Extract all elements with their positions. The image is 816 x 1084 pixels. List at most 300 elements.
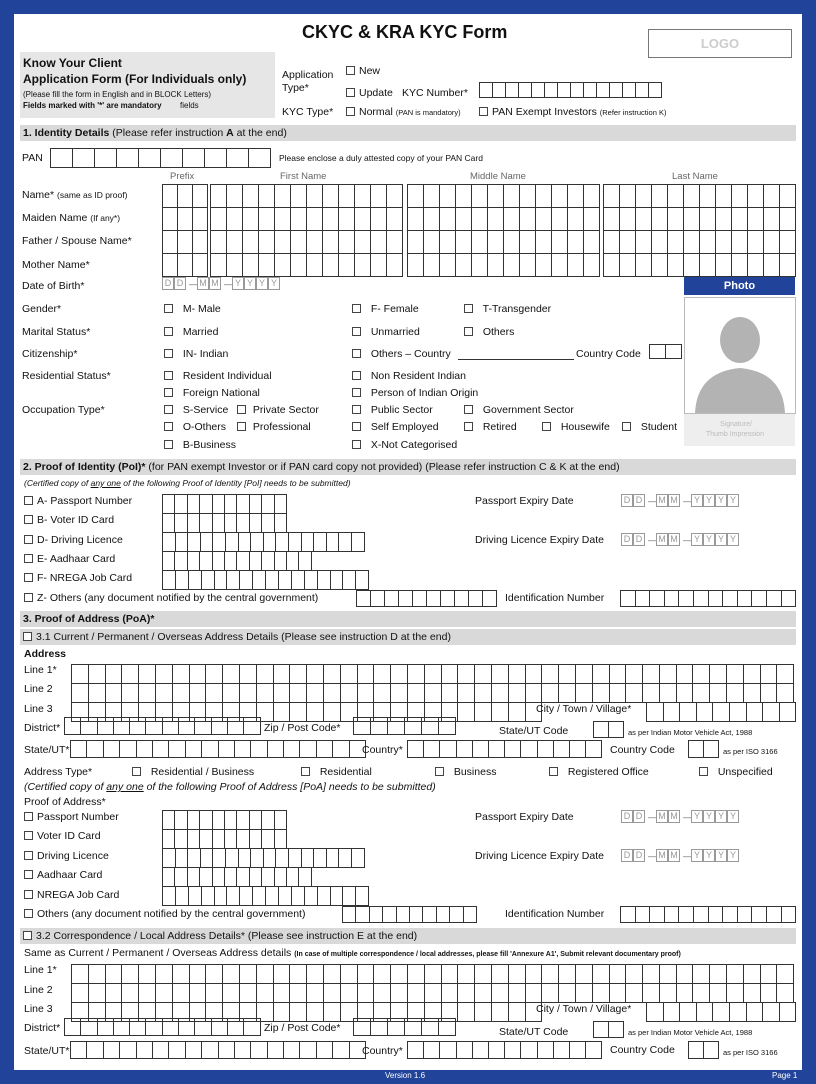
yy2[interactable]: Y (703, 849, 715, 862)
char-box[interactable] (244, 717, 260, 735)
char-box[interactable] (211, 184, 227, 208)
corr-line1-boxes[interactable] (71, 964, 794, 984)
char-box[interactable] (782, 590, 797, 607)
char-box[interactable] (520, 253, 536, 277)
dob-m1[interactable]: M (197, 277, 209, 290)
char-box[interactable] (291, 230, 307, 254)
char-box[interactable] (458, 1002, 475, 1022)
char-box[interactable] (275, 184, 291, 208)
addr-city-boxes[interactable] (646, 702, 796, 722)
poi-others[interactable] (24, 592, 318, 604)
char-box[interactable] (323, 253, 339, 277)
char-box[interactable] (307, 664, 324, 684)
char-box[interactable] (440, 253, 456, 277)
char-box[interactable] (250, 867, 262, 887)
char-box[interactable] (458, 983, 475, 1003)
char-box[interactable] (371, 253, 387, 277)
char-box[interactable] (225, 494, 237, 514)
first-name-row-4[interactable] (210, 253, 403, 277)
char-box[interactable] (89, 683, 106, 703)
char-box[interactable] (250, 551, 262, 571)
char-box[interactable] (509, 1002, 526, 1022)
char-box[interactable] (279, 886, 292, 906)
char-box[interactable] (621, 906, 636, 923)
char-box[interactable] (163, 494, 175, 514)
corr-state-boxes[interactable] (70, 1041, 366, 1059)
char-box[interactable] (668, 184, 684, 208)
char-box[interactable] (610, 664, 627, 684)
char-box[interactable] (237, 829, 249, 849)
char-box[interactable] (163, 1018, 179, 1036)
poa-id-number-boxes[interactable] (620, 906, 796, 923)
char-box[interactable] (89, 664, 106, 684)
dd1[interactable]: D (621, 849, 633, 862)
char-box[interactable] (542, 983, 559, 1003)
char-box[interactable] (287, 867, 299, 887)
char-box[interactable] (480, 82, 493, 98)
char-box[interactable] (693, 983, 710, 1003)
poa-nrega-boxes[interactable] (162, 886, 369, 906)
char-box[interactable] (594, 721, 609, 738)
char-box[interactable] (240, 886, 253, 906)
char-box[interactable] (504, 253, 520, 277)
char-box[interactable] (274, 983, 291, 1003)
char-box[interactable] (700, 230, 716, 254)
first-name-row-2[interactable] (210, 207, 403, 231)
char-box[interactable] (137, 1041, 153, 1059)
char-box[interactable] (570, 1041, 586, 1059)
char-box[interactable] (213, 551, 225, 571)
char-box[interactable] (424, 184, 440, 208)
char-box[interactable] (275, 230, 291, 254)
checkbox[interactable] (352, 327, 361, 336)
checkbox[interactable] (164, 422, 173, 431)
char-box[interactable] (738, 590, 753, 607)
char-box[interactable] (176, 886, 189, 906)
char-box[interactable] (458, 683, 475, 703)
char-box[interactable] (475, 983, 492, 1003)
char-box[interactable] (472, 207, 488, 231)
char-box[interactable] (275, 829, 287, 849)
char-box[interactable] (262, 829, 274, 849)
char-box[interactable] (748, 184, 764, 208)
char-box[interactable] (424, 1041, 440, 1059)
char-box[interactable] (190, 964, 207, 984)
char-box[interactable] (251, 1041, 267, 1059)
char-box[interactable] (732, 184, 748, 208)
corr-country-boxes[interactable] (407, 1041, 602, 1059)
char-box[interactable] (225, 513, 237, 533)
char-box[interactable] (239, 532, 252, 552)
char-box[interactable] (324, 964, 341, 984)
char-box[interactable] (594, 1021, 609, 1038)
char-box[interactable] (748, 230, 764, 254)
char-box[interactable] (504, 207, 520, 231)
char-box[interactable] (104, 740, 120, 758)
char-box[interactable] (250, 494, 262, 514)
signature-box[interactable] (684, 414, 795, 446)
char-box[interactable] (764, 207, 780, 231)
char-box[interactable] (520, 184, 536, 208)
char-box[interactable] (713, 702, 730, 722)
char-box[interactable] (636, 253, 652, 277)
yy1[interactable]: Y (691, 494, 703, 507)
checkbox[interactable] (164, 440, 173, 449)
char-box[interactable] (71, 1041, 87, 1059)
checkbox[interactable] (435, 767, 444, 776)
char-box[interactable] (72, 683, 89, 703)
char-box[interactable] (509, 702, 526, 722)
char-box[interactable] (425, 664, 442, 684)
char-box[interactable] (262, 494, 274, 514)
char-box[interactable] (694, 590, 709, 607)
char-box[interactable] (493, 82, 506, 98)
char-box[interactable] (777, 964, 794, 984)
poa-passport-boxes[interactable] (162, 810, 287, 830)
char-box[interactable] (552, 184, 568, 208)
char-box[interactable] (341, 683, 358, 703)
first-name-row-3[interactable] (210, 230, 403, 254)
poa-dl[interactable] (24, 850, 109, 862)
char-box[interactable] (520, 230, 536, 254)
char-box[interactable] (684, 184, 700, 208)
char-box[interactable] (305, 886, 318, 906)
char-box[interactable] (223, 683, 240, 703)
char-box[interactable] (568, 207, 584, 231)
char-box[interactable] (169, 740, 185, 758)
char-box[interactable] (324, 683, 341, 703)
char-box[interactable] (243, 230, 259, 254)
char-box[interactable] (374, 983, 391, 1003)
checkbox[interactable] (24, 831, 33, 840)
char-box[interactable] (584, 253, 600, 277)
char-box[interactable] (212, 717, 228, 735)
char-box[interactable] (356, 570, 369, 590)
char-box[interactable] (324, 664, 341, 684)
dd2[interactable]: D (633, 849, 645, 862)
char-box[interactable] (299, 867, 311, 887)
char-box[interactable] (343, 886, 356, 906)
yy1[interactable]: Y (691, 849, 703, 862)
char-box[interactable] (300, 1041, 316, 1059)
char-box[interactable] (163, 551, 175, 571)
char-box[interactable] (226, 848, 239, 868)
yy4[interactable]: Y (727, 849, 739, 862)
char-box[interactable] (237, 494, 249, 514)
last-name-row-2[interactable] (603, 207, 796, 231)
mm1[interactable]: M (656, 810, 668, 823)
char-box[interactable] (163, 829, 175, 849)
char-box[interactable] (339, 253, 355, 277)
char-box[interactable] (163, 532, 176, 552)
char-box[interactable] (519, 82, 532, 98)
char-box[interactable] (456, 230, 472, 254)
char-box[interactable] (266, 886, 279, 906)
char-box[interactable] (219, 740, 235, 758)
checkbox[interactable] (132, 767, 141, 776)
char-box[interactable] (291, 207, 307, 231)
checkbox[interactable] (24, 851, 33, 860)
char-box[interactable] (290, 683, 307, 703)
char-box[interactable] (352, 532, 365, 552)
char-box[interactable] (163, 717, 179, 735)
char-box[interactable] (636, 82, 649, 98)
char-box[interactable] (780, 253, 796, 277)
char-box[interactable] (387, 184, 403, 208)
poi-id-number-boxes[interactable] (620, 590, 796, 607)
char-box[interactable] (176, 532, 189, 552)
checkbox[interactable] (352, 371, 361, 380)
char-box[interactable] (98, 1018, 114, 1036)
char-box[interactable] (558, 82, 571, 98)
char-box[interactable] (292, 886, 305, 906)
char-box[interactable] (475, 702, 492, 722)
char-box[interactable] (492, 964, 509, 984)
char-box[interactable] (761, 983, 778, 1003)
char-box[interactable] (274, 964, 291, 984)
char-box[interactable] (65, 717, 81, 735)
addr-type-res[interactable] (301, 766, 372, 778)
char-box[interactable] (339, 532, 352, 552)
char-box[interactable] (383, 906, 396, 923)
char-box[interactable] (506, 82, 519, 98)
gender-female[interactable] (352, 303, 419, 315)
char-box[interactable] (680, 1002, 697, 1022)
char-box[interactable] (385, 590, 399, 607)
checkbox[interactable] (352, 304, 361, 313)
char-box[interactable] (732, 207, 748, 231)
char-box[interactable] (201, 532, 214, 552)
char-box[interactable] (679, 906, 694, 923)
checkbox[interactable] (164, 304, 173, 313)
char-box[interactable] (697, 702, 714, 722)
char-box[interactable] (215, 886, 228, 906)
char-box[interactable] (473, 1041, 489, 1059)
char-box[interactable] (684, 253, 700, 277)
char-box[interactable] (355, 253, 371, 277)
kyc-number-boxes[interactable] (479, 82, 662, 98)
occ-professional[interactable] (237, 421, 311, 433)
char-box[interactable] (650, 344, 666, 359)
char-box[interactable] (178, 230, 193, 254)
char-box[interactable] (457, 1041, 473, 1059)
char-box[interactable] (139, 664, 156, 684)
char-box[interactable] (456, 207, 472, 231)
char-box[interactable] (408, 184, 424, 208)
char-box[interactable] (257, 683, 274, 703)
char-box[interactable] (408, 964, 425, 984)
char-box[interactable] (650, 906, 665, 923)
char-box[interactable] (240, 964, 257, 984)
char-box[interactable] (689, 740, 704, 758)
char-box[interactable] (188, 513, 200, 533)
char-box[interactable] (117, 148, 139, 168)
char-box[interactable] (307, 230, 323, 254)
char-box[interactable] (593, 983, 610, 1003)
char-box[interactable] (189, 570, 202, 590)
char-box[interactable] (358, 964, 375, 984)
char-box[interactable] (636, 230, 652, 254)
char-box[interactable] (225, 810, 237, 830)
char-box[interactable] (323, 207, 339, 231)
char-box[interactable] (440, 207, 456, 231)
char-box[interactable] (488, 207, 504, 231)
char-box[interactable] (626, 683, 643, 703)
char-box[interactable] (391, 664, 408, 684)
char-box[interactable] (643, 683, 660, 703)
last-name-row-4[interactable] (603, 253, 796, 277)
dd2[interactable]: D (633, 533, 645, 546)
char-box[interactable] (122, 983, 139, 1003)
char-box[interactable] (235, 740, 251, 758)
char-box[interactable] (163, 848, 176, 868)
poi-dl[interactable] (24, 534, 123, 546)
char-box[interactable] (292, 570, 305, 590)
char-box[interactable] (777, 983, 794, 1003)
char-box[interactable] (146, 717, 162, 735)
char-box[interactable] (609, 721, 624, 738)
char-box[interactable] (211, 207, 227, 231)
char-box[interactable] (586, 1041, 602, 1059)
char-box[interactable] (458, 664, 475, 684)
char-box[interactable] (244, 1018, 260, 1036)
photo-box[interactable] (684, 297, 796, 414)
checkbox[interactable] (352, 349, 361, 358)
char-box[interactable] (358, 664, 375, 684)
char-box[interactable] (341, 983, 358, 1003)
char-box[interactable] (302, 532, 315, 552)
char-box[interactable] (201, 848, 214, 868)
char-box[interactable] (139, 148, 161, 168)
char-box[interactable] (439, 1018, 456, 1036)
char-box[interactable] (189, 886, 202, 906)
char-box[interactable] (355, 207, 371, 231)
poa-voter-boxes[interactable] (162, 829, 287, 849)
char-box[interactable] (649, 82, 662, 98)
char-box[interactable] (559, 964, 576, 984)
char-box[interactable] (120, 1041, 136, 1059)
char-box[interactable] (767, 590, 782, 607)
char-box[interactable] (227, 184, 243, 208)
char-box[interactable] (520, 207, 536, 231)
occ-govt[interactable] (464, 404, 574, 416)
char-box[interactable] (262, 867, 274, 887)
char-box[interactable] (243, 253, 259, 277)
yy2[interactable]: Y (703, 810, 715, 823)
char-box[interactable] (268, 1041, 284, 1059)
char-box[interactable] (227, 148, 249, 168)
middle-name-row-3[interactable] (407, 230, 600, 254)
char-box[interactable] (437, 906, 450, 923)
marital-unmarried[interactable] (352, 326, 420, 338)
char-box[interactable] (509, 683, 526, 703)
char-box[interactable] (257, 983, 274, 1003)
char-box[interactable] (323, 184, 339, 208)
char-box[interactable] (716, 207, 732, 231)
char-box[interactable] (371, 207, 387, 231)
char-box[interactable] (413, 590, 427, 607)
occ-student[interactable] (622, 421, 677, 433)
poi-voter-boxes[interactable] (162, 513, 287, 533)
char-box[interactable] (464, 906, 477, 923)
char-box[interactable] (212, 1018, 228, 1036)
poi-passport-boxes[interactable] (162, 494, 287, 514)
char-box[interactable] (225, 867, 237, 887)
checkbox[interactable] (346, 88, 355, 97)
char-box[interactable] (259, 253, 275, 277)
char-box[interactable] (488, 230, 504, 254)
char-box[interactable] (72, 964, 89, 984)
char-box[interactable] (324, 702, 341, 722)
char-box[interactable] (289, 848, 302, 868)
char-box[interactable] (173, 964, 190, 984)
char-box[interactable] (333, 1041, 349, 1059)
occ-public[interactable] (352, 404, 433, 416)
kyc-type-normal[interactable] (346, 106, 461, 118)
char-box[interactable] (153, 740, 169, 758)
char-box[interactable] (169, 1041, 185, 1059)
dob-d2[interactable]: D (174, 277, 186, 290)
char-box[interactable] (761, 664, 778, 684)
dob-y3[interactable]: Y (256, 277, 268, 290)
char-box[interactable] (604, 207, 620, 231)
name-prefix-row-3[interactable] (162, 230, 208, 254)
dob-d1[interactable]: D (162, 277, 174, 290)
char-box[interactable] (621, 590, 636, 607)
poa-nrega[interactable] (24, 889, 119, 901)
char-box[interactable] (89, 983, 106, 1003)
char-box[interactable] (576, 964, 593, 984)
residential-ri[interactable] (164, 370, 272, 382)
char-box[interactable] (442, 664, 459, 684)
char-box[interactable] (542, 964, 559, 984)
char-box[interactable] (163, 513, 175, 533)
char-box[interactable] (643, 964, 660, 984)
char-box[interactable] (250, 829, 262, 849)
char-box[interactable] (215, 570, 228, 590)
char-box[interactable] (371, 1018, 388, 1036)
char-box[interactable] (509, 983, 526, 1003)
char-box[interactable] (195, 717, 211, 735)
char-box[interactable] (274, 664, 291, 684)
char-box[interactable] (243, 184, 259, 208)
char-box[interactable] (114, 1018, 130, 1036)
char-box[interactable] (73, 148, 95, 168)
char-box[interactable] (730, 702, 747, 722)
yy2[interactable]: Y (703, 494, 715, 507)
char-box[interactable] (660, 983, 677, 1003)
char-box[interactable] (139, 983, 156, 1003)
char-box[interactable] (259, 184, 275, 208)
char-box[interactable] (355, 230, 371, 254)
char-box[interactable] (744, 964, 761, 984)
char-box[interactable] (391, 683, 408, 703)
char-box[interactable] (610, 683, 627, 703)
char-box[interactable] (526, 983, 543, 1003)
corr-district-boxes[interactable] (64, 1018, 261, 1036)
char-box[interactable] (559, 664, 576, 684)
char-box[interactable] (456, 184, 472, 208)
char-box[interactable] (163, 207, 178, 231)
char-box[interactable] (227, 253, 243, 277)
char-box[interactable] (623, 82, 636, 98)
char-box[interactable] (339, 848, 352, 868)
char-box[interactable] (291, 184, 307, 208)
char-box[interactable] (427, 590, 441, 607)
dd2[interactable]: D (633, 810, 645, 823)
char-box[interactable] (597, 82, 610, 98)
char-box[interactable] (387, 253, 403, 277)
